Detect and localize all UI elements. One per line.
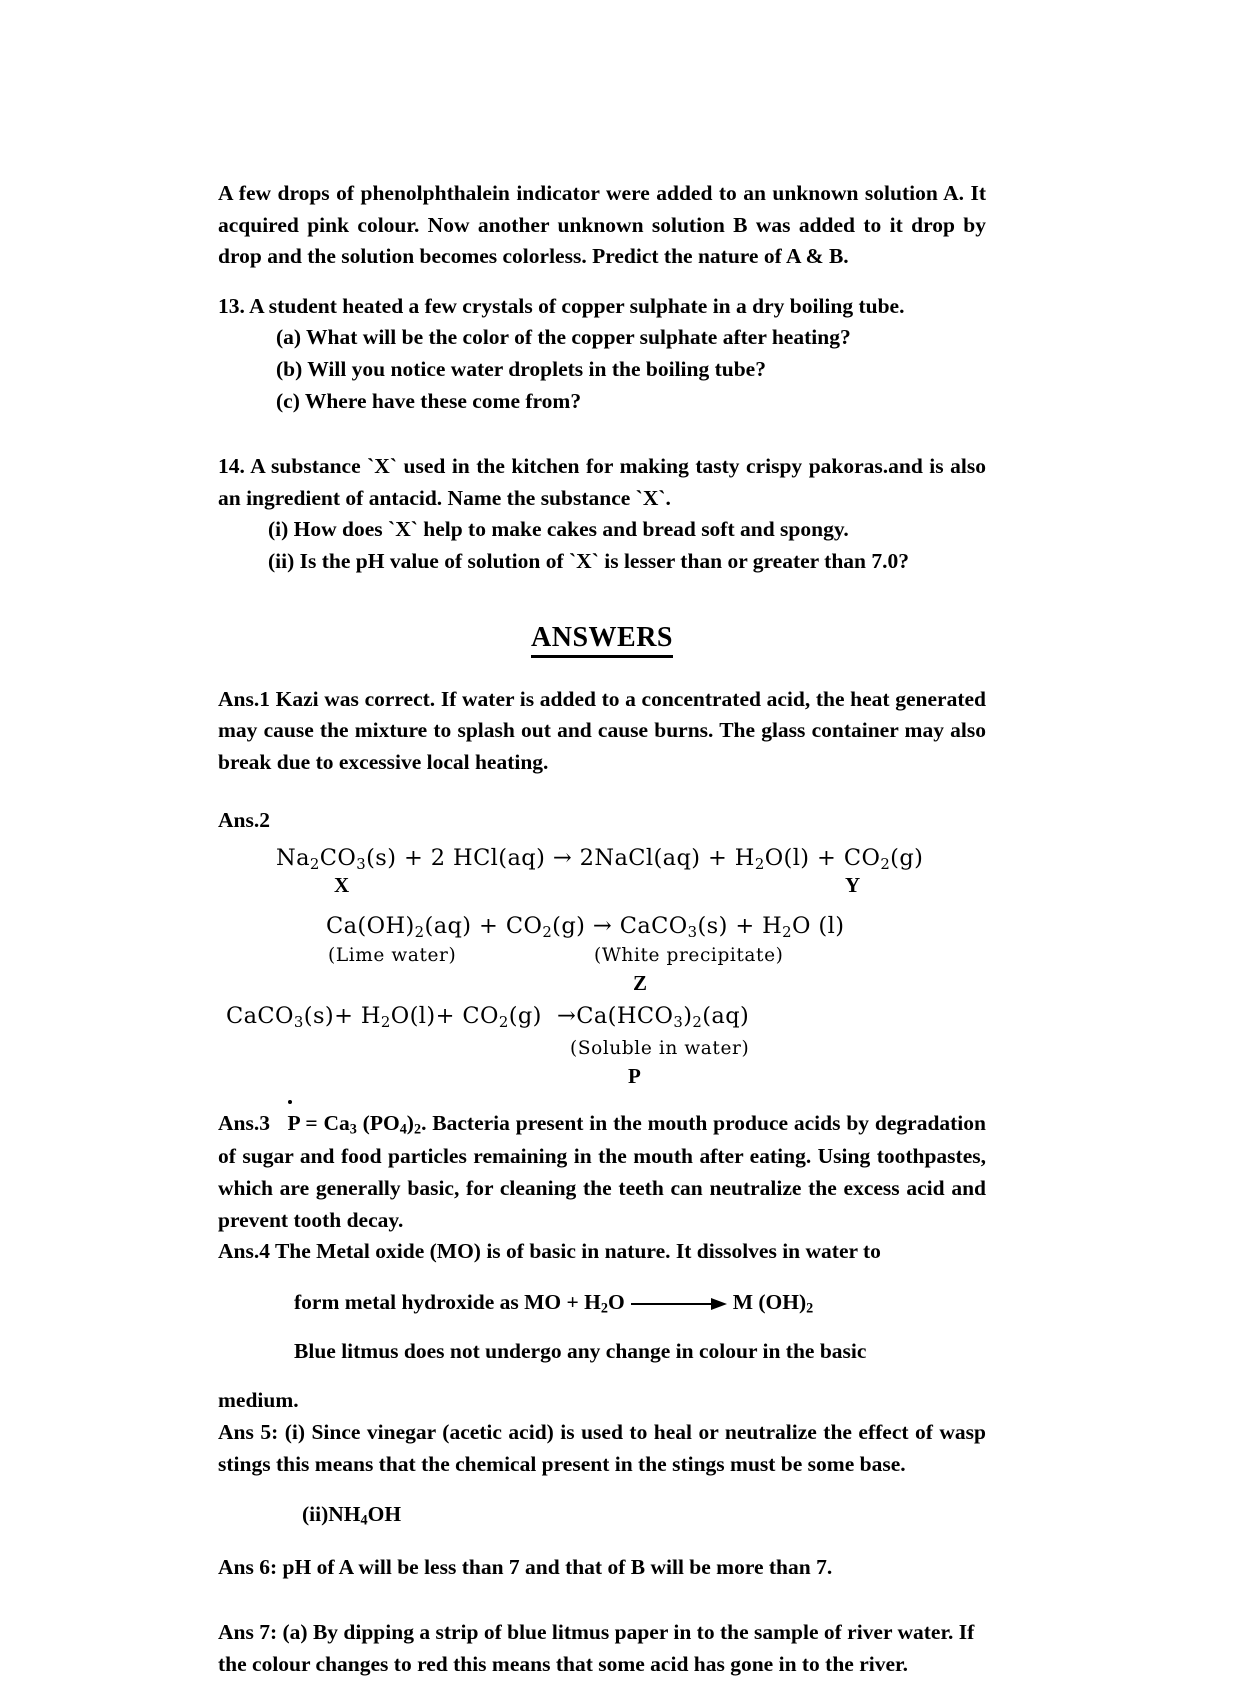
answers-heading-text: ANSWERS xyxy=(531,622,673,658)
equation-1-labels xyxy=(218,873,986,899)
answer-4-o: O xyxy=(607,1289,625,1314)
spacer xyxy=(218,779,986,805)
eq2-caoh: Ca(OH) xyxy=(326,912,415,939)
page-content xyxy=(218,178,986,1681)
eq2-caco-sub: 3 xyxy=(687,922,698,941)
answer-4-line1: Ans.4 The Metal oxide (MO) is of basic in nature. It dissolves in water to xyxy=(218,1239,881,1264)
equation-3-note-row xyxy=(218,1038,986,1064)
question-13-body: A student heated a few crystals of copper sulphate in a dry boiling tube. xyxy=(249,293,905,318)
equation-3-label-p-row xyxy=(218,1064,986,1089)
answer-5-nh-sub: 4 xyxy=(360,1513,368,1530)
stray-mark xyxy=(288,1100,292,1104)
question-14-text xyxy=(218,451,986,514)
label-p: P xyxy=(628,1064,642,1089)
ans3-po-sub: 4 xyxy=(399,1122,407,1139)
question-14-item-ii: (ii) Is the pH value of solution of `X` is lesser than or greater than 7.0? xyxy=(268,548,910,573)
answer-2-label: Ans.2 xyxy=(218,807,270,832)
question-13-item-a: (a) What will be the color of the copper sulphate after heating? xyxy=(276,325,851,350)
note-soluble-in-water: (Soluble in water) xyxy=(570,1038,750,1060)
eq1-na-sub: 2 xyxy=(309,854,320,873)
question-12-text: A few drops of phenolphthalein indicator were added to an unknown solution A. It acquired pink colour. Now another unknown solution B was added to it drop by drop and the solution becomes colorless. Predict the nature of A & B. xyxy=(218,181,986,269)
answer-1: Ans.1 Kazi was correct. If water is added to a concentrated acid, the heat generated may cause the mixture to splash out and cause burns. The glass container may also break due to excessive local heating. xyxy=(218,686,986,775)
eq1-state-g: (g) xyxy=(890,844,924,871)
reaction-arrow-icon xyxy=(631,1298,727,1310)
answer-4-product-sub: 2 xyxy=(806,1300,814,1317)
eq1-h2-sub: 2 xyxy=(754,854,765,873)
question-13-item-b: (b) Will you notice water droplets in the boiling tube? xyxy=(276,356,766,381)
ans3-outer-sub: 2 xyxy=(413,1122,422,1139)
ans3-ca-sub: 3 xyxy=(349,1122,357,1139)
eq2-co2-sub: 2 xyxy=(542,922,553,941)
eq1-co: CO xyxy=(319,844,357,871)
eq1-arrow-icon: → xyxy=(552,844,573,871)
answer-5-item-ii xyxy=(218,1502,986,1530)
label-z: Z xyxy=(633,970,648,995)
eq2-caoh-sub: 2 xyxy=(414,922,425,941)
answers-heading xyxy=(218,622,986,654)
eq3-state-g: (g) xyxy=(508,1002,542,1029)
answer-5-oh: OH xyxy=(367,1502,402,1527)
eq2-caco: CaCO xyxy=(612,912,688,939)
eq1-nacl: 2NaCl(aq) + H xyxy=(572,844,755,871)
question-14 xyxy=(218,451,986,577)
label-y: Y xyxy=(845,872,861,897)
equation-1 xyxy=(218,845,986,873)
answer-4-h2-sub: 2 xyxy=(600,1300,608,1317)
answer-6: Ans 6: pH of A will be less than 7 and that of B will be more than 7. xyxy=(218,1554,833,1579)
answer-4-reactants: form metal hydroxide as MO + H xyxy=(294,1289,601,1314)
label-x: X xyxy=(334,872,350,897)
equation-3 xyxy=(218,1003,986,1031)
eq2-h2-sub: 2 xyxy=(782,922,793,941)
equation-2-notes xyxy=(218,945,986,971)
eq1-co2-sub: 2 xyxy=(880,854,891,873)
question-12 xyxy=(218,178,986,273)
eq2-state-s-h: (s) + H xyxy=(697,912,783,939)
eq3-s-h: (s)+ H xyxy=(303,1002,381,1029)
equation-2-label-z-row xyxy=(218,971,986,995)
eq3-water-co: O(l)+ CO xyxy=(390,1002,499,1029)
answer-3: Ans.3 $P = Ca_3$ $(PO_4)_2$. Bacteria present in the mouth produce acids by degradation of sugar and food particles remaining in the mouth after eating. Using toothpastes, which are generally basic, for cleaning the teeth can neutralize the excess acid and prevent tooth decay. xyxy=(218,1111,986,1232)
eq1-co-sub: 3 xyxy=(356,854,367,873)
answer-7: Ans 7: (a) By dipping a strip of blue litmus paper in to the sample of river water. If the colour changes to red this means that some acid has gone in to the river. xyxy=(218,1620,975,1677)
eq3-h2-sub: 2 xyxy=(380,1012,391,1031)
answer-5-nh: (ii)NH xyxy=(302,1502,361,1527)
question-13-number: 13. xyxy=(218,293,245,318)
equation-2 xyxy=(218,913,986,941)
eq2-state-g: (g) xyxy=(552,912,586,939)
question-13-item-c: (c) Where have these come from? xyxy=(276,388,582,413)
spacer xyxy=(218,1583,986,1617)
equation-block xyxy=(218,845,986,1087)
question-13-text xyxy=(218,291,986,323)
spacer xyxy=(218,435,986,451)
question-14-item-i: (i) How does `X` help to make cakes and bread soft and spongy. xyxy=(268,517,849,542)
answer-4-line2 xyxy=(218,1290,986,1318)
eq1-water-co: O(l) + CO xyxy=(764,844,881,871)
eq3-co2-sub: 2 xyxy=(498,1012,509,1031)
eq3-state-aq: (aq) xyxy=(702,1002,750,1029)
answer-4-product: M (OH) xyxy=(732,1289,807,1314)
note-white-precipitate: (White precipitate) xyxy=(594,944,784,966)
question-14-number: 14. xyxy=(218,454,245,479)
answer-5-line1: Ans 5: (i) Since vinegar (acetic acid) is used to heal or neutralize the effect of wasp stings this means that the chemical present in the stings must be some base. xyxy=(218,1420,986,1477)
note-lime-water: (Lime water) xyxy=(328,944,457,966)
eq1-na: Na xyxy=(276,844,310,871)
answer-4-line3: Blue litmus does not undergo any change in colour in the basic xyxy=(294,1338,867,1363)
eq2-arrow-icon: → xyxy=(592,912,613,939)
eq2-water: O (l) xyxy=(792,912,845,939)
eq3-paren: ) xyxy=(683,1002,693,1029)
eq3-caco-sub: 3 xyxy=(293,1012,304,1031)
eq1-plus: + xyxy=(396,844,431,871)
eq1-hcl: HCl(aq) xyxy=(453,844,546,871)
eq3-outer-sub: 2 xyxy=(692,1012,703,1031)
question-13 xyxy=(218,291,986,417)
question-14-body: A substance `X` used in the kitchen for making tasty crispy pakoras.and is also an ingredient of antacid. Name the substance `X`. xyxy=(218,454,986,510)
eq2-aq-co: (aq) + CO xyxy=(424,912,543,939)
eq3-caco: CaCO xyxy=(226,1002,294,1029)
eq1-state-s: (s) xyxy=(366,844,397,871)
answer-4-line4: medium. xyxy=(218,1388,299,1413)
eq3-hco-sub: 3 xyxy=(673,1012,684,1031)
eq1-coeff: 2 xyxy=(430,844,454,871)
eq3-arrow-icon: → xyxy=(556,1002,577,1029)
eq3-cahco: Ca(HCO xyxy=(576,1002,674,1029)
